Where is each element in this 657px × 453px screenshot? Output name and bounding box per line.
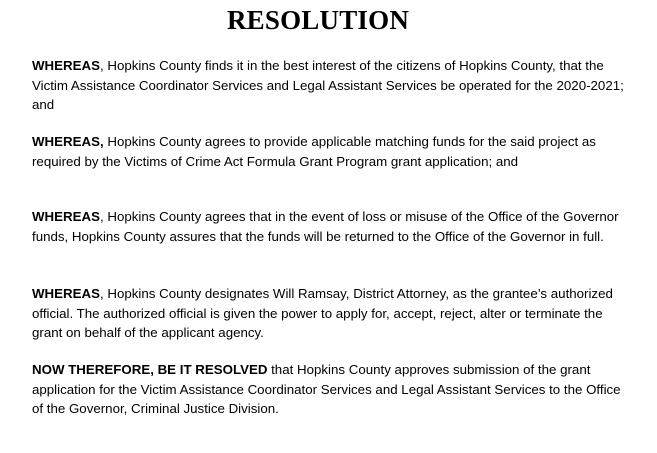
document-title: RESOLUTION [226,5,410,35]
whereas-paragraph-4 [32,284,632,343]
whereas-paragraph-1 [32,56,632,115]
resolved-paragraph [32,360,632,419]
paragraph-text: , Hopkins County designates Will Ramsay, District Attorney, as the grantee’s authorized official. The authorized official is given the power to apply for, accept, reject, alter or terminate the grant on behalf of the applicant agency. [32,286,613,340]
whereas-paragraph-3 [32,207,632,246]
paragraph-text: Hopkins County agrees to provide applicable matching funds for the said project as required by the Victims of Crime Act Formula Grant Program grant application; and [32,134,596,169]
paragraph-lead: NOW THEREFORE, BE IT RESOLVED [32,362,268,377]
whereas-paragraph-2 [32,132,632,171]
paragraph-lead: WHEREAS [32,209,100,224]
paragraph-lead: WHEREAS [32,286,100,301]
paragraph-text: , Hopkins County agrees that in the event of loss or misuse of the Office of the Governor funds, Hopkins County assures that the funds will be returned to the Office of the Governor in full. [32,209,619,244]
paragraph-lead: WHEREAS [32,58,100,73]
paragraph-lead: WHEREAS, [32,134,104,149]
paragraph-text: , Hopkins County finds it in the best interest of the citizens of Hopkins County, that the Victim Assistance Coordinator Services and Legal Assistant Services be operated for the 2020-2021; and [32,58,624,112]
paragraph-text: that Hopkins County approves submission of the grant application for the Victim Assistance Coordinator Services and Legal Assistant Services to the Office of the Governor, Criminal Justice Division. [32,362,621,416]
